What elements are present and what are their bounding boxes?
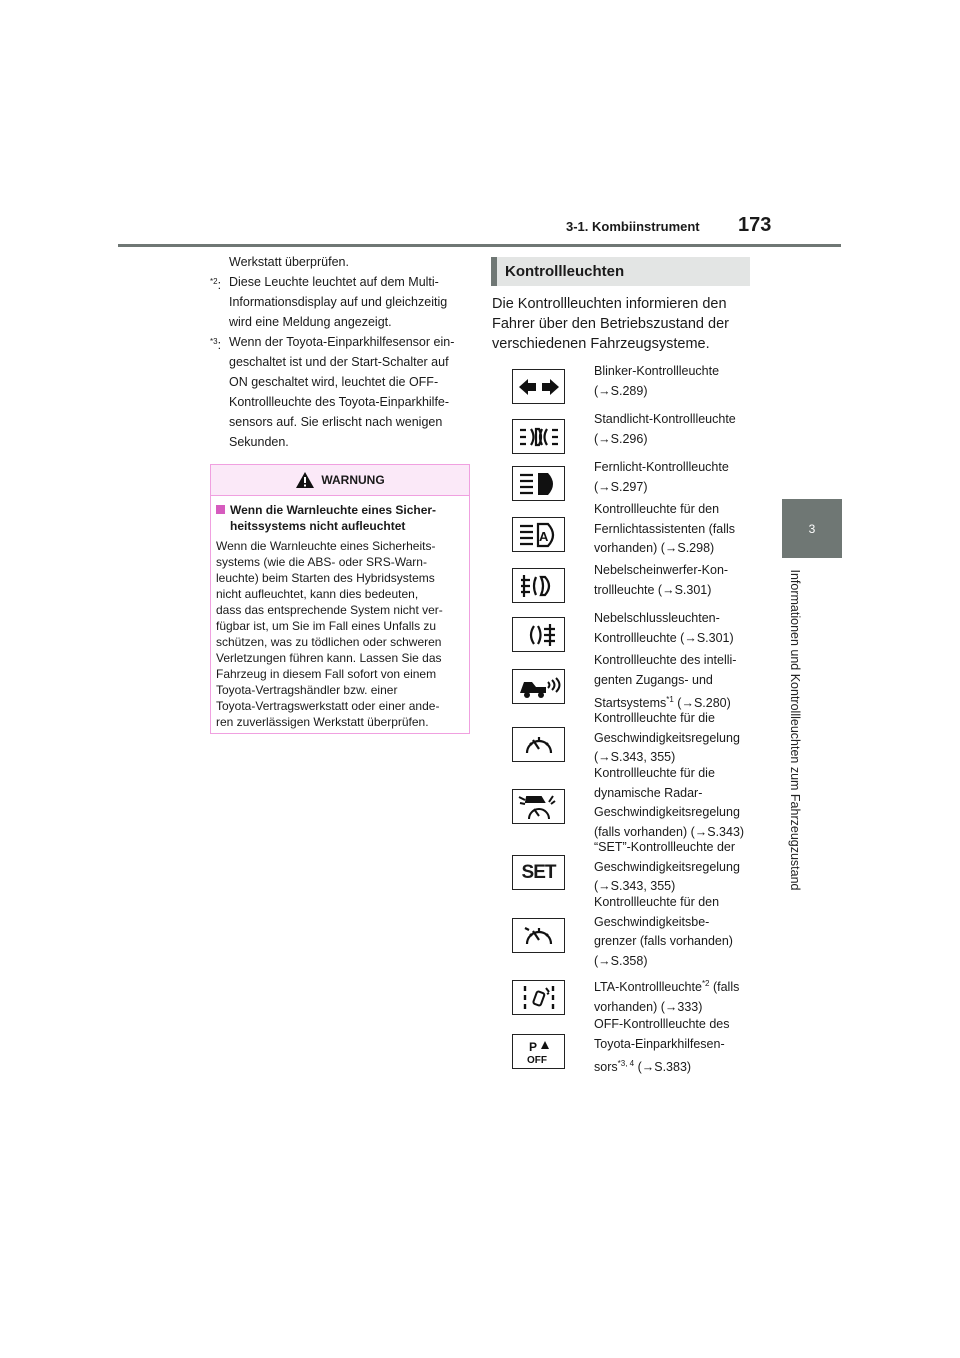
page-number: 173	[738, 214, 772, 236]
svg-text:A: A	[538, 528, 548, 544]
speed-limiter-icon	[512, 918, 565, 953]
warning-triangle-icon	[295, 471, 315, 489]
auto-high-beam-icon	[512, 517, 565, 552]
section-title: 3-1. Kombiinstrument	[566, 219, 700, 234]
high-beam-icon	[512, 466, 565, 501]
warning-box	[210, 464, 470, 734]
parking-sensor-off-icon	[512, 1034, 565, 1069]
smart-entry-icon	[512, 669, 565, 704]
cruise-control-icon	[512, 727, 565, 762]
indicator-text-lta: LTA-Kontrollleuchte$^{*2}$ (falls vorhanden) (→333)	[594, 979, 740, 1014]
section-heading: Kontrollleuchten	[491, 257, 750, 286]
lta-icon	[512, 980, 565, 1015]
set-icon	[512, 855, 565, 890]
indicator-text-radar-cruise: Kontrollleuchte für die dynamische Radar- Geschwindigkeitsregelung (falls vorhanden) (→S.343)	[594, 766, 745, 839]
left-column	[210, 252, 470, 452]
footnote-2: $^{*2}$: Diese Leuchte leuchtet auf dem Multi- Informationsdisplay auf und gleichzeitig wird eine Meldung angezeigt.	[210, 275, 448, 329]
bullet-square-icon	[216, 505, 225, 514]
warning-subtitle: Wenn die Warnleuchte eines Sicher- heitssystems nicht aufleuchtet	[216, 502, 463, 534]
warning-text: Wenn die Warnleuchte eines Sicherheits- systems (wie die ABS- oder SRS-Warn- leuchte) beim Starten des Hybridsystems nicht aufleuchtet, kann dies bedeuten, dass das entsprechende System nicht ver- fügbar ist, um Sie im Fall eines Unfalls zu schützen, was zu tödlichen oder schweren Verletzungen führen kann. Lassen Sie das Fahrzeug in diesem Fall sofort von einem Toyota-Vertragshändler bzw. einer Toyota-Vertragswerkstatt oder einer ande- ren zuverlässigen Werkstatt überprüfen.	[216, 539, 443, 729]
indicator-text-set: “SET”-Kontrollleuchte der Geschwindigkeitsregelung (→S.343, 355)	[594, 840, 740, 893]
front-fog-icon	[512, 568, 565, 603]
indicator-text-smart-entry: Kontrollleuchte des intelli- genten Zugangs- und Startsystems$^{*1}$ (→S.280)	[594, 653, 737, 711]
turn-signal-icon	[512, 369, 565, 404]
chapter-title-vertical: Informationen und Kontrollleuchten zum Fahrzeugzustand	[788, 569, 802, 891]
indicator-text-auto-high-beam: Kontrollleuchte für den Fernlichtassistenten (falls vorhanden) (→S.298)	[594, 502, 736, 555]
warning-title: WARNUNG	[321, 473, 385, 487]
svg-text:OFF: OFF	[526, 1054, 547, 1066]
rear-fog-icon	[512, 617, 565, 652]
continuation-text: Werkstatt überprüfen.	[229, 255, 349, 269]
svg-text:P: P	[528, 1039, 537, 1054]
header-divider	[118, 244, 841, 247]
indicator-text-front-fog: Nebelscheinwerfer-Kon- trollleuchte (→S.301)	[594, 563, 729, 597]
section-intro: Die Kontrollleuchten informieren den Fahrer über den Betriebszustand der verschiedenen Fahrzeugsysteme.	[492, 296, 729, 352]
indicator-text-speed-limiter: Kontrollleuchte für den Geschwindigkeitsbe- grenzer (falls vorhanden) (→S.358)	[594, 895, 733, 968]
tail-light-icon	[512, 419, 565, 454]
indicator-text-turn-signal: Blinker-Kontrollleuchte (→S.289)	[594, 364, 720, 398]
warning-header	[211, 465, 469, 496]
indicator-text-tail-light: Standlicht-Kontrollleuchte (→S.296)	[594, 412, 736, 446]
indicator-text-cruise-control: Kontrollleuchte für die Geschwindigkeitsregelung (→S.343, 355)	[594, 711, 740, 764]
chapter-tab: 3	[782, 499, 842, 558]
radar-cruise-icon	[512, 789, 565, 824]
set-label: SET	[521, 861, 556, 883]
indicator-text-high-beam: Fernlicht-Kontrollleuchte (→S.297)	[594, 460, 729, 494]
indicator-text-parking-sensor-off: OFF-Kontrollleuchte des Toyota-Einparkhilfesen- sors$^{*3, 4}$ (→S.383)	[594, 1017, 730, 1075]
indicator-text-rear-fog: Nebelschlussleuchten- Kontrollleuchte (→S.301)	[594, 611, 734, 645]
footnote-3: $^{*3}$: Wenn der Toyota-Einparkhilfesensor ein- geschaltet ist und der Start-Schalter auf ON geschaltet wird, leuchtet die OFF- Kontrollleuchte des Toyota-Einparkhilfe- sensors auf. Sie erlischt nach wenigen Sekunden.	[210, 335, 455, 449]
